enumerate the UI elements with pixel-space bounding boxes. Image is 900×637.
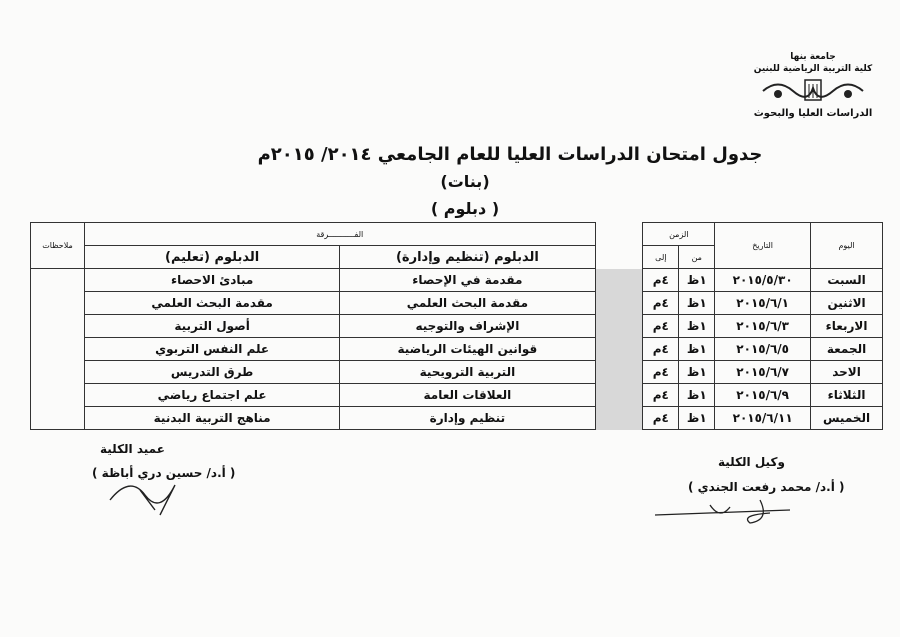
cell-notes [31,269,85,430]
cell-admin-subject: مقدمة في الإحصاء [340,269,595,292]
logo-college-name: كلية التربية الرياضية للبنين [753,64,873,74]
cell-teach-subject: علم اجتماع رياضي [84,384,339,407]
vice-dean-signature-icon [650,495,800,530]
subtitle-diploma: ( دبلوم ) [430,199,500,218]
header-to: إلى [643,246,679,269]
table-header-row [31,223,883,246]
cell-date: ٢٠١٥/٦/١١ [715,407,811,430]
cell-teach-subject: طرق التدريس [84,361,339,384]
header-date: التاريخ [715,223,811,269]
cell-admin-subject: العلاقات العامة [340,384,595,407]
cell-from: ١ظ [679,338,715,361]
cell-date: ٢٠١٥/٦/٧ [715,361,811,384]
cell-date: ٢٠١٥/٦/١ [715,292,811,315]
cell-day: الجمعة [811,338,883,361]
cell-date: ٢٠١٥/٥/٣٠ [715,269,811,292]
cell-to: ٤م [643,338,679,361]
cell-to: ٤م [643,269,679,292]
header-from: من [679,246,715,269]
dean-name: ( أ.د/ حسين دري أباظة ) [92,466,236,480]
cell-admin-subject: قوانين الهيئات الرياضية [340,338,595,361]
cell-to: ٤م [643,407,679,430]
cell-from: ١ظ [679,407,715,430]
cell-from: ١ظ [679,384,715,407]
cell-day: الاربعاء [811,315,883,338]
cell-day: الثلاثاء [811,384,883,407]
table-row [31,292,883,315]
cell-from: ١ظ [679,269,715,292]
cell-day: السبت [811,269,883,292]
cell-day: الاحد [811,361,883,384]
cell-from: ١ظ [679,292,715,315]
cell-to: ٤م [643,292,679,315]
cell-to: ٤م [643,361,679,384]
table-row [31,407,883,430]
logo-department-name: الدراسات العليا والبحوث [753,108,873,119]
header-notes: ملاحظات [31,223,85,269]
shaded-separator [595,269,643,430]
logo-emblem-icon [758,76,868,106]
header-section: الفـــــــــــرقة [84,223,595,246]
cell-from: ١ظ [679,315,715,338]
cell-teach-subject: أصول التربية [84,315,339,338]
cell-date: ٢٠١٥/٦/٥ [715,338,811,361]
college-logo [752,52,874,144]
header-gap [595,223,643,269]
cell-admin-subject: مقدمة البحث العلمي [340,292,595,315]
table-row [31,315,883,338]
dean-signature-icon [100,470,210,520]
header-day: اليوم [811,223,883,269]
logo-university-name: جامعة بنها [790,52,836,62]
cell-teach-subject: مقدمة البحث العلمي [84,292,339,315]
vice-dean-name: ( أ.د/ محمد رفعت الجندي ) [688,480,845,494]
dean-title: عميد الكلية [100,442,165,456]
table-row [31,384,883,407]
cell-admin-subject: التربية الترويحية [340,361,595,384]
table-row [31,269,883,292]
header-teach-diploma: الدبلوم (تعليم) [84,246,339,269]
cell-day: الاثنين [811,292,883,315]
table-row [31,338,883,361]
subtitle-girls: (بنات) [440,172,490,191]
cell-admin-subject: الإشراف والتوجيه [340,315,595,338]
vice-dean-title: وكيل الكلية [718,455,785,469]
cell-from: ١ظ [679,361,715,384]
table-row [31,361,883,384]
cell-to: ٤م [643,315,679,338]
exam-schedule-table [30,222,883,430]
header-admin-diploma: الدبلوم (تنظيم وإدارة) [340,246,595,269]
header-time: الزمن [643,223,715,246]
cell-admin-subject: تنظيم وإدارة [340,407,595,430]
cell-to: ٤م [643,384,679,407]
cell-teach-subject: مناهج التربية البدنية [84,407,339,430]
cell-date: ٢٠١٥/٦/٣ [715,315,811,338]
cell-day: الخميس [811,407,883,430]
cell-teach-subject: مبادئ الاحصاء [84,269,339,292]
cell-teach-subject: علم النفس التربوي [84,338,339,361]
cell-date: ٢٠١٥/٦/٩ [715,384,811,407]
page-title: جدول امتحان الدراسات العليا للعام الجامعي ٢٠١٤/ ٢٠١٥م [257,144,763,165]
